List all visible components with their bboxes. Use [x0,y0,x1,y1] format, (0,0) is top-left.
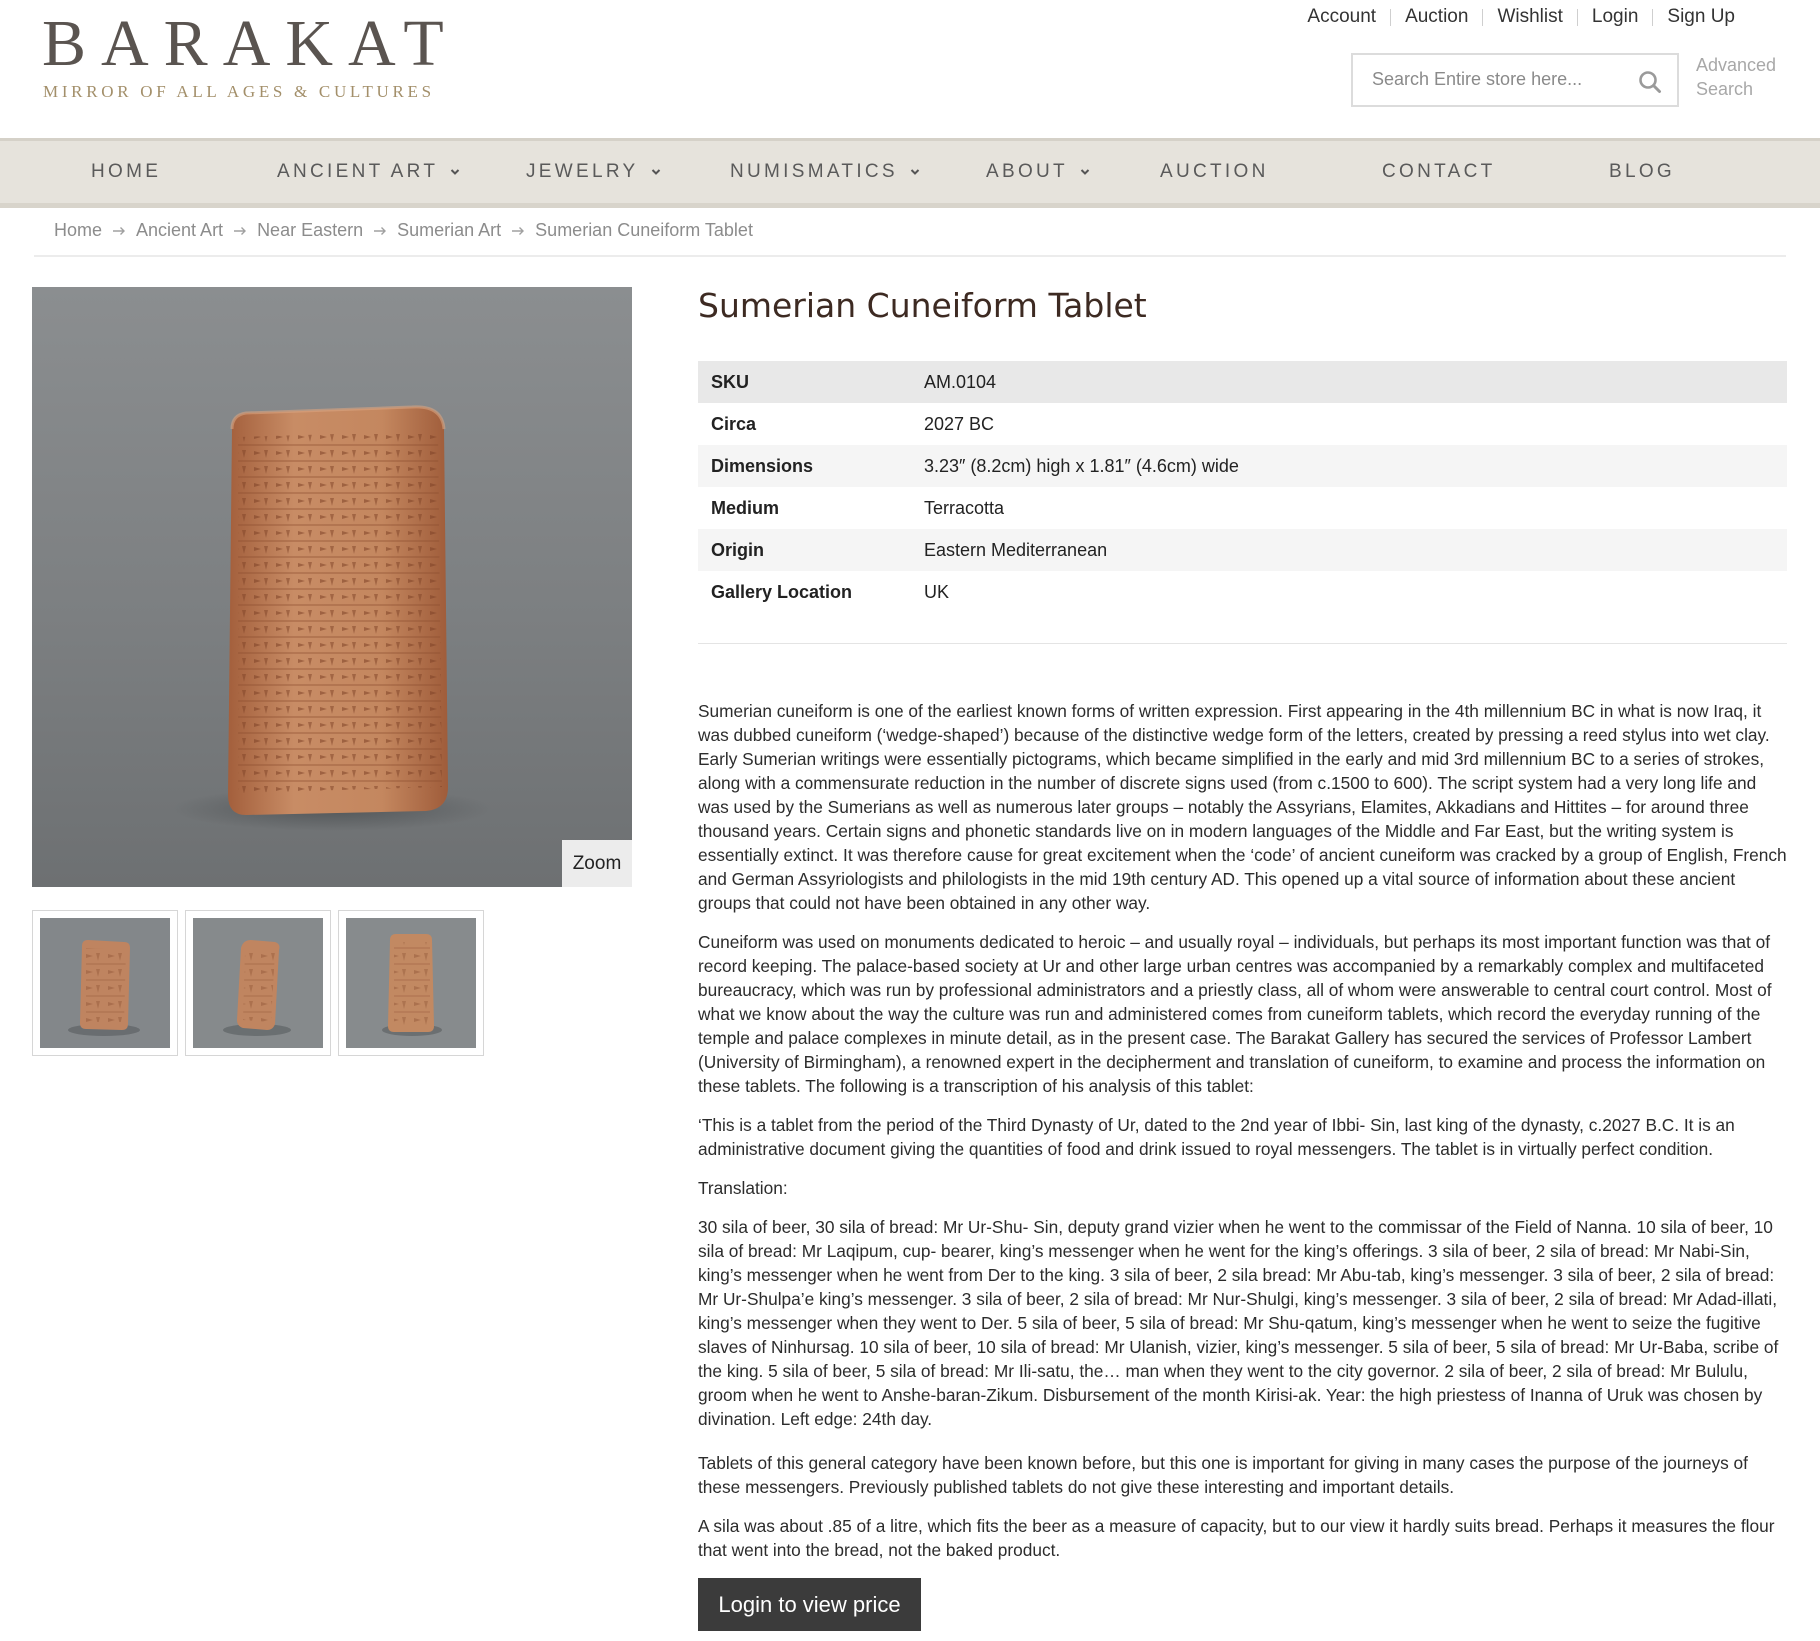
search-box [1351,53,1679,107]
attribute-label: Origin [698,529,924,571]
description-paragraph: Sumerian cuneiform is one of the earliest known forms of written expression. First appearing in the 4th millennium BC in what is now Iraq, it was dubbed cuneiform (‘wedge-shaped’) because of the distinctive wedge form of the letters, created by pressing a reed stylus into wet clay. Early Sumerian writings were essentially pictograms, which became simplified in the early and mid 3rd millennium BC to a series of strokes, along with a commensurate reduction in the number of discrete signs used (from c.1500 to 600). The script system had a very long life and was used by the Sumerians as well as numerous later groups – notably the Assyrians, Elamites, Akkadians and Hittites – for around three thousand years. Certain signs and phonetic standards live on in modern languages of the Middle and Far East, but the writing system is essentially extinct. It was therefore cause for great excitement when the ‘code’ of ancient cuneiform was cracked by a group of English, French and German Assyriologists and philologists in the mid 19th century AD. This opened up a vital source of information about these ancient groups that could not have been obtained in any other way. [698,701,1787,913]
attribute-row [698,445,1787,487]
nav-label: HOME [91,161,162,182]
nav-label: JEWELRY [526,161,639,182]
nav-label: ABOUT [986,161,1068,182]
attribute-value: 3.23″ (8.2cm) high x 1.81″ (4.6cm) wide [924,445,1787,487]
product-main-image[interactable] [32,287,632,887]
description-paragraph: 30 sila of beer, 30 sila of bread: Mr Ur-Shu- Sin, deputy grand vizier when he went to the commissar of the Field of Nanna. 10 sila of beer, 10 sila of bread: Mr Laqipum, cup- bearer, king’s messenger when he went for the king’s offerings. 3 sila of beer, 2 sila of bread: Mr Nabi-Sin, king’s messenger when he went from Der to the king. 3 sila of beer, 2 sila bread: Mr Abu-tab, king’s messenger. 3 sila of beer, 2 sila of bread: Mr Ur-Shulpa’e king’s messenger. 3 sila of beer, 2 sila of bread: Mr Nur-Shulgi, king’s messenger. 3 sila of beer, 2 sila of bread: Mr Adad-illati, king’s messenger when they went to Der. 5 sila of beer, 5 sila of bread: Mr Shu-qatum, king’s messenger when he went to seize the fugitive slaves of Ninhursag. 10 sila of beer, 10 sila of bread: Mr Ulanish, vizier, king’s messenger. 5 sila of beer, 5 sila of bread: Mr Ur-Baba, scribe of the king. 5 sila of beer, 5 sila of bread: Mr Ili-satu, the… man when they went to the city governor. 2 sila of beer, 2 sila of bread: Mr Bululu, groom when he went to Anshe-baran-Zikum. Disbursement of the month Kirisi-ak. Year: the high priestess of Inanna of Uruk was chosen by divination. Left edge: 24th day. [698,1217,1779,1429]
nav-label: CONTACT [1382,161,1496,182]
attribute-row [698,487,1787,529]
attribute-label: Gallery Location [711,581,853,602]
site-logo[interactable] [42,6,459,102]
nav-ancient-art[interactable] [277,141,460,203]
login-link[interactable]: Login [1591,6,1639,27]
description-paragraph: A sila was about .85 of a litre, which fits the beer as a measure of capacity, but to our view it hardly suits bread. Perhaps it measures the flour that went into the bread, not the baked product. [698,1516,1775,1560]
chevron-down-icon [1080,167,1090,177]
advanced-search-link[interactable]: Advanced Search [1696,55,1777,99]
breadcrumb-home[interactable]: Home [54,220,103,240]
zoom-button[interactable]: Zoom [562,840,632,887]
logo-title: BARAKAT [42,7,459,80]
chevron-down-icon [450,167,460,177]
nav-contact[interactable] [1382,141,1496,203]
breadcrumb-near-eastern[interactable]: Near Eastern [257,220,364,240]
attribute-row [698,403,1787,445]
wishlist-link[interactable]: Wishlist [1497,6,1563,27]
nav-about[interactable] [986,141,1090,203]
attribute-label: Circa [711,413,757,434]
nav-label: BLOG [1609,161,1675,182]
signup-link[interactable]: Sign Up [1667,6,1735,27]
login-to-view-price-button[interactable]: Login to view price [698,1578,921,1631]
arrow-right-icon [233,226,247,236]
attribute-label: Medium [711,497,780,518]
arrow-right-icon [511,226,525,236]
description-paragraph: Cuneiform was used on monuments dedicated to heroic – and usually royal – individuals, but perhaps its most important function was that of record keeping. The palace-based society at Ur and other large urban centres was accompanied by a remarkably complex and multifaceted bureaucracy, which was run by professional administrators and a priestly class, all of whom were answerable to central court control. Most of what we know about the way the culture was run and administered comes from cuneiform tablets, which record the everyday running of the temple and palace complexes in minute detail, as in the present case. The Barakat Gallery has secured the services of Professor Lambert (University of Birmingham), a renowned expert in the decipherment and translation of cuneiform, to examine and process the information on these tablets. The following is a transcription of his analysis of this tablet: [698,932,1772,1096]
description-paragraph: ‘This is a tablet from the period of the Third Dynasty of Ur, dated to the 2nd year of Ibbi- Sin, last king of the dynasty, c.2027 B.C. It is an administrative document giving the quantities of food and drink issued to royal messengers. The tablet is in virtually perfect condition. [698,1115,1735,1159]
thumbnail-1[interactable] [32,910,178,1056]
attribute-row [698,571,1787,613]
nav-label: ANCIENT ART [277,161,439,182]
thumbnail-2[interactable] [185,910,331,1056]
tablet-thumbnail-image [346,918,476,1048]
product-attributes-table [698,361,1787,613]
arrow-right-icon [112,226,126,236]
account-link[interactable]: Account [1307,6,1377,27]
nav-blog[interactable] [1609,141,1675,203]
breadcrumb-current: Sumerian Cuneiform Tablet [535,220,753,240]
breadcrumb-ancient-art[interactable]: Ancient Art [136,220,224,240]
auction-link[interactable]: Auction [1405,6,1469,27]
product-title: Sumerian Cuneiform Tablet [698,286,1147,325]
description-paragraph: Translation: [698,1178,788,1198]
nav-auction[interactable] [1160,141,1269,203]
search-icon[interactable] [1637,69,1663,95]
tablet-thumbnail-image [40,918,170,1048]
product-description [698,699,1787,1577]
attribute-label: SKU [698,361,924,403]
attribute-value: Eastern Mediterranean [924,529,1787,571]
logo-subtitle: MIRROR OF ALL AGES & CULTURES [43,82,435,101]
breadcrumb-sumerian-art[interactable]: Sumerian Art [397,220,502,240]
divider [34,255,1786,257]
attribute-value: Terracotta [924,497,1005,518]
top-links [1293,6,1749,28]
attribute-row [698,529,1787,571]
nav-label: AUCTION [1160,161,1269,182]
nav-jewelry[interactable] [526,141,661,203]
nav-numismatics[interactable] [730,141,920,203]
search-input[interactable] [1370,68,1624,91]
attribute-row [698,361,1787,403]
chevron-down-icon [910,167,920,177]
thumbnail-3[interactable] [338,910,484,1056]
nav-home[interactable] [91,141,161,203]
tablet-thumbnail-image [193,918,323,1048]
description-paragraph: Tablets of this general category have been known before, but this one is important for giving in many cases the purpose of the journeys of these messengers. Previously published tablets do not give these interesting and important details. [698,1453,1748,1497]
nav-label: NUMISMATICS [730,161,898,182]
breadcrumb [54,220,753,241]
attribute-value: 2027 BC [924,413,995,434]
attribute-value: UK [924,581,950,602]
main-nav [0,138,1820,208]
attribute-label: Dimensions [698,445,924,487]
divider [698,643,1787,644]
chevron-down-icon [651,167,661,177]
arrow-right-icon [373,226,387,236]
attribute-value: AM.0104 [924,361,1787,403]
